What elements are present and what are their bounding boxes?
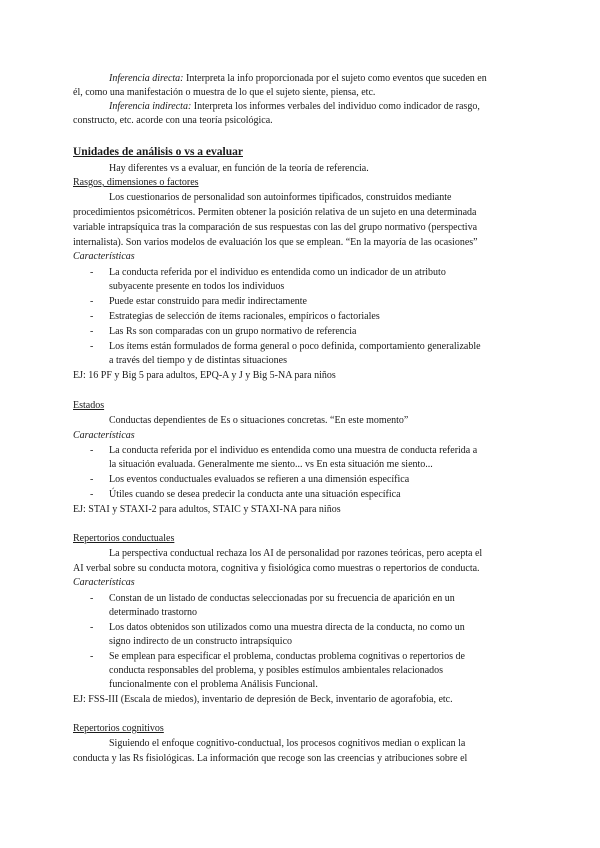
- repertorios-conductuales-heading: Repertorios conductuales: [73, 533, 175, 544]
- unidades-text: Hay diferentes vs a evaluar, en función de la teoría de referencia.: [109, 163, 369, 174]
- rasgos-bullet-5-dash: -: [90, 341, 94, 352]
- repertorios-conductuales-caracteristicas-label: Características: [73, 577, 135, 588]
- inferencia-indirecta-line-1: [109, 100, 529, 113]
- rasgos-paragraph-line-4: internalista). Son varios modelos de evaluación los que se emplean. “En la mayoría de las ocasiones”: [73, 237, 478, 248]
- rasgos-bullet-2: Puede estar construido para medir indirectamente: [109, 296, 307, 307]
- estados-bullet-2: Los eventos conductuales evaluados se refieren a una dimensión específica: [109, 474, 410, 485]
- rasgos-paragraph-line-1: Los cuestionarios de personalidad son autoinformes tipificados, construidos mediante: [109, 192, 452, 203]
- rasgos-heading: Rasgos, dimensiones o factores: [73, 177, 199, 188]
- inferencia-directa-line-1: [109, 72, 529, 85]
- repertorios-conductuales-bullet-2-dash: -: [90, 622, 94, 633]
- repertorios-conductuales-paragraph-line-1: La perspectiva conductual rechaza los AI de personalidad por razones teóricas, pero acepta el: [109, 548, 483, 559]
- rasgos-bullet-2-dash: -: [90, 296, 94, 307]
- repertorios-conductuales-bullet-2-line-2: signo indirecto de un constructo intrapsíquico: [109, 636, 293, 647]
- estados-bullet-2-dash: -: [90, 474, 94, 485]
- rasgos-bullet-1-line-1: La conducta referida por el individuo es entendida como un indicador de un atributo: [109, 267, 446, 278]
- repertorios-conductuales-paragraph-line-2: AI verbal sobre su conducta motora, cognitiva y fisiológica como muestras o repertorios de conducta.: [73, 563, 480, 574]
- estados-bullet-3-dash: -: [90, 489, 94, 500]
- estados-ejemplo: EJ: STAI y STAXI-2 para adultos, STAIC y STAXI-NA para niños: [73, 504, 341, 515]
- rasgos-bullet-4: Las Rs son comparadas con un grupo normativo de referencia: [109, 326, 357, 337]
- estados-caracteristicas-label: Características: [73, 430, 135, 441]
- inferencia-indirecta-line-2: constructo, etc. acorde con una teoría psicológica.: [73, 115, 273, 126]
- rasgos-ejemplo: EJ: 16 PF y Big 5 para adultos, EPQ-A y J y Big 5-NA para niños: [73, 370, 336, 381]
- rasgos-bullet-3-dash: -: [90, 311, 94, 322]
- inferencia-indirecta-text: Interpreta los informes verbales del individuo como indicador de rasgo,: [193, 101, 480, 112]
- rasgos-bullet-5-line-1: Los ítems están formulados de forma general o poco definida, comportamiento generalizable: [109, 341, 481, 352]
- repertorios-conductuales-bullet-2-line-1: Los datos obtenidos son utilizados como una muestra directa de la conducta, no como un: [109, 622, 465, 633]
- inferencia-directa-label: Inferencia directa:: [109, 73, 184, 84]
- rasgos-bullet-5-line-2: a través del tiempo y de distintas situaciones: [109, 355, 288, 366]
- estados-bullet-1-dash: -: [90, 445, 94, 456]
- repertorios-cognitivos-heading: Repertorios cognitivos: [73, 723, 164, 734]
- inferencia-directa-line-2: él, como una manifestación o muestra de lo que el sujeto siente, piensa, etc.: [73, 87, 376, 98]
- repertorios-cognitivos-paragraph-line-2: conducta y las Rs fisiológicas. La información que recoge son las creencias y atribuciones sobre el: [73, 753, 468, 764]
- repertorios-conductuales-bullet-3-dash: -: [90, 651, 94, 662]
- inferencia-directa-text: Interpreta la info proporcionada por el sujeto como eventos que suceden en: [186, 73, 487, 84]
- estados-heading: Estados: [73, 400, 105, 411]
- rasgos-bullet-1-dash: -: [90, 267, 94, 278]
- repertorios-cognitivos-paragraph-line-1: Siguiendo el enfoque cognitivo-conductual, los procesos cognitivos median o explican la: [109, 738, 466, 749]
- estados-bullet-1-line-1: La conducta referida por el individuo es entendida como una muestra de conducta referida a: [109, 445, 478, 456]
- repertorios-conductuales-bullet-1-line-2: determinado trastorno: [109, 607, 198, 618]
- repertorios-conductuales-bullet-3-line-2: conducta responsables del problema, y posibles estímulos ambientales relacionados: [109, 665, 444, 676]
- repertorios-conductuales-bullet-1-line-1: Constan de un listado de conductas seleccionadas por su frecuencia de aparición en un: [109, 593, 455, 604]
- unidades-heading: Unidades de análisis o vs a evaluar: [73, 146, 243, 158]
- rasgos-paragraph-line-3: variable intrapsíquica tras la comparación de sus respuestas con las del grupo normativo (perspectiva: [73, 222, 478, 233]
- repertorios-conductuales-bullet-3-line-1: Se emplean para especificar el problema, conductas problema cognitivas o repertorios de: [109, 651, 465, 662]
- rasgos-bullet-4-dash: -: [90, 326, 94, 337]
- rasgos-caracteristicas-label: Características: [73, 251, 135, 262]
- rasgos-bullet-3: Estrategias de selección de ítems racionales, empíricos o factoriales: [109, 311, 380, 322]
- rasgos-paragraph-line-2: procedimientos psicométricos. Permiten obtener la posición relativa de un sujeto en una determinada: [73, 207, 477, 218]
- inferencia-indirecta-label: Inferencia indirecta:: [109, 101, 192, 112]
- estados-bullet-1-line-2: la situación evaluada. Generalmente me siento... vs En esta situación me siento...: [109, 459, 433, 470]
- repertorios-conductuales-bullet-1-dash: -: [90, 593, 94, 604]
- estados-paragraph: Conductas dependientes de Es o situaciones concretas. “En este momento”: [109, 415, 409, 426]
- rasgos-bullet-1-line-2: subyacente presente en todos los individuos: [109, 281, 285, 292]
- repertorios-conductuales-bullet-3-line-3: funcionalmente con el problema Análisis Funcional.: [109, 679, 318, 690]
- repertorios-conductuales-ejemplo: EJ: FSS-III (Escala de miedos), inventario de depresión de Beck, inventario de agorafobia, etc.: [73, 694, 453, 705]
- estados-bullet-3: Útiles cuando se desea predecir la conducta ante una situación específica: [109, 489, 401, 500]
